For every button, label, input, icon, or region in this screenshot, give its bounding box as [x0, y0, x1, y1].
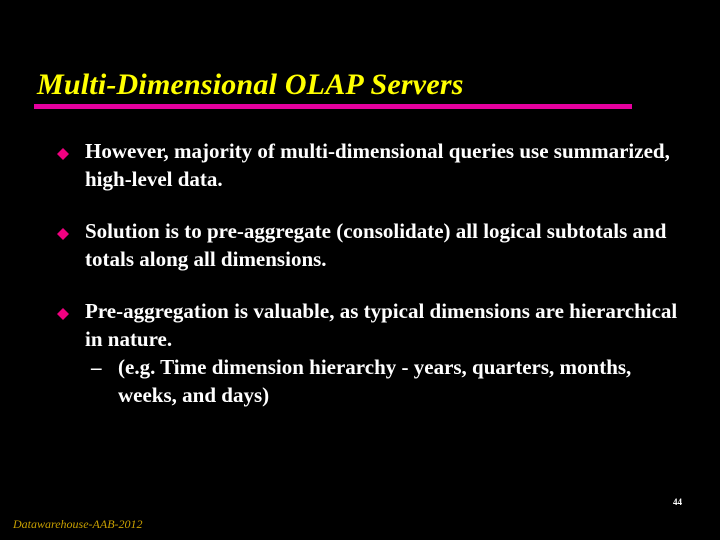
bullet-item [58, 137, 688, 193]
diamond-bullet-icon [57, 228, 69, 240]
title-divider [34, 104, 632, 109]
bullet-list [58, 137, 688, 433]
bullet-item [58, 217, 688, 273]
bullet-text: However, majority of multi-dimensional queries use summarized, high-level data. [85, 139, 670, 191]
bullet-text: Pre-aggregation is valuable, as typical dimensions are hierarchical in nature. [85, 299, 678, 351]
bullet-text: Solution is to pre-aggregate (consolidate) all logical subtotals and totals along all dimensions. [85, 219, 667, 271]
diamond-bullet-icon [57, 308, 69, 320]
slide-number: 44 [673, 497, 682, 507]
sub-bullet-item [91, 353, 688, 409]
footer-text: Datawarehouse-AAB-2012 [13, 517, 143, 531]
diamond-bullet-icon [57, 148, 69, 160]
bullet-item [58, 297, 688, 409]
slide-title: Multi-Dimensional OLAP Servers [37, 68, 464, 101]
sub-bullet-text: (e.g. Time dimension hierarchy - years, quarters, months, weeks, and days) [118, 355, 632, 407]
sub-bullet-dash: – [91, 355, 102, 379]
